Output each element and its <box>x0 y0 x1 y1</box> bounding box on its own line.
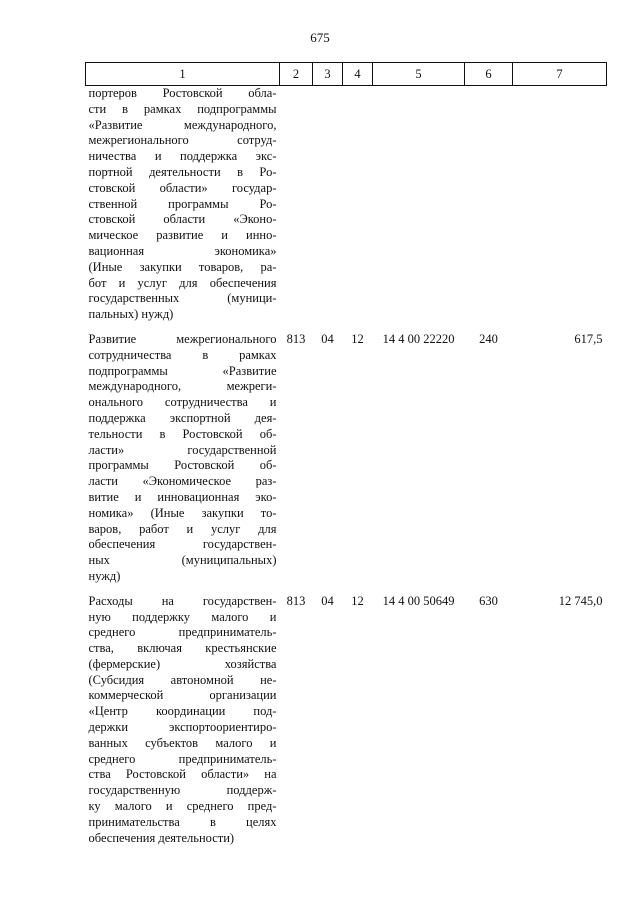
description-line: государственную поддерж- <box>88 783 277 798</box>
description-line: ласти «Экономическое раз- <box>88 474 277 489</box>
cell-subsection-code <box>343 86 373 332</box>
description-line: обеспечения деятельности) <box>88 830 235 845</box>
table-row <box>86 594 607 847</box>
cell-amount <box>513 86 607 332</box>
column-header-2: 2 <box>280 63 313 86</box>
description-line: среднего предприниматель- <box>88 751 277 766</box>
cell-amount: 617,5 <box>574 331 603 346</box>
description-line: портной деятельности в Ро- <box>88 164 277 179</box>
description-line: сотрудничества в рамках <box>88 347 277 362</box>
description-line: портеров Ростовской обла- <box>88 86 277 100</box>
cell-description <box>86 594 280 847</box>
cell-expense-type: 240 <box>479 331 498 346</box>
cell-description <box>86 332 280 594</box>
description-line: ных (муниципальных) <box>88 553 277 568</box>
description-line: стовской области «Эконо- <box>88 212 277 227</box>
table-row <box>86 86 607 332</box>
description-line: межрегионального сотруд- <box>88 133 277 148</box>
cell-target-article: 14 4 00 50649 <box>382 593 455 608</box>
table-row <box>86 332 607 594</box>
description-line: (фермерские) хозяйства <box>88 656 277 671</box>
cell-section-code <box>313 86 343 332</box>
description-line: ственной программы Ро- <box>88 196 277 211</box>
description-line: подпрограммы «Развитие <box>88 363 277 378</box>
description-line: государственных (муници- <box>88 291 277 306</box>
cell-expense-type: 630 <box>479 593 498 608</box>
description-line: варов, работ и услуг для <box>88 521 277 536</box>
description-line: «Центр координации под- <box>88 704 277 719</box>
description-line: международного, межреги- <box>88 379 277 394</box>
description-line: поддержка экспортной дея- <box>88 410 277 425</box>
cell-ministry-code: 813 <box>286 331 306 346</box>
description-line: программы Ростовской об- <box>88 458 277 473</box>
column-header-4: 4 <box>343 63 373 86</box>
description-line: ства, включая крестьянские <box>88 641 277 656</box>
page-number: 675 <box>310 30 330 45</box>
description-line: ласти» государственной <box>88 442 277 457</box>
cell-section-code: 04 <box>321 331 334 346</box>
description-line: ванных субъектов малого и <box>88 735 277 750</box>
cell-expense-type <box>465 86 513 332</box>
description-line: тельности в Ростовской об- <box>88 426 277 441</box>
description-line: ничества и поддержка экс- <box>88 149 277 164</box>
description-line: (Субсидия автономной не- <box>88 672 277 687</box>
column-header-7: 7 <box>513 63 607 86</box>
cell-description <box>86 86 280 332</box>
cell-subsection-code: 12 <box>351 593 364 608</box>
description-line: мическое развитие и инно- <box>88 228 277 243</box>
description-line: среднего предприниматель- <box>88 625 277 640</box>
description-line: Расходы на государствен- <box>88 593 277 608</box>
column-header-5: 5 <box>373 63 465 86</box>
description-line: коммерческой организации <box>88 688 277 703</box>
description-line: вационная экономика» <box>88 243 277 258</box>
description-line: номика» (Иные закупки то- <box>88 505 277 520</box>
column-header-3: 3 <box>313 63 343 86</box>
description-line: принимательства в целях <box>88 814 277 829</box>
description-line: ства Ростовской области» на <box>88 767 277 782</box>
description-line: «Развитие международного, <box>88 117 277 132</box>
description-line: пальных) нужд) <box>88 307 174 322</box>
description-line: сти в рамках подпрограммы <box>88 101 277 116</box>
cell-section-code: 04 <box>321 593 334 608</box>
column-header-1: 1 <box>86 63 280 86</box>
cell-ministry-code <box>280 86 313 332</box>
description-line: бот и услуг для обеспечения <box>88 275 277 290</box>
budget-table <box>85 62 607 846</box>
description-line: (Иные закупки товаров, ра- <box>88 259 277 274</box>
column-header-6: 6 <box>465 63 513 86</box>
description-line: держки экспортоориентиро- <box>88 720 277 735</box>
description-line: ную поддержку малого и <box>88 609 277 624</box>
table-header-row <box>86 63 607 86</box>
description-line: обеспечения государствен- <box>88 537 277 552</box>
description-line: нужд) <box>88 568 121 583</box>
cell-target-article: 14 4 00 22220 <box>382 331 455 346</box>
cell-subsection-code: 12 <box>351 331 364 346</box>
cell-target-article <box>373 86 465 332</box>
description-line: ку малого и среднего пред- <box>88 799 277 814</box>
description-line: стовской области» государ- <box>88 180 277 195</box>
description-line: онального сотрудничества и <box>88 395 277 410</box>
cell-ministry-code: 813 <box>286 593 306 608</box>
description-line: витие и инновационная эко- <box>88 489 277 504</box>
description-line: Развитие межрегионального <box>88 331 277 346</box>
cell-amount: 12 745,0 <box>558 593 603 608</box>
